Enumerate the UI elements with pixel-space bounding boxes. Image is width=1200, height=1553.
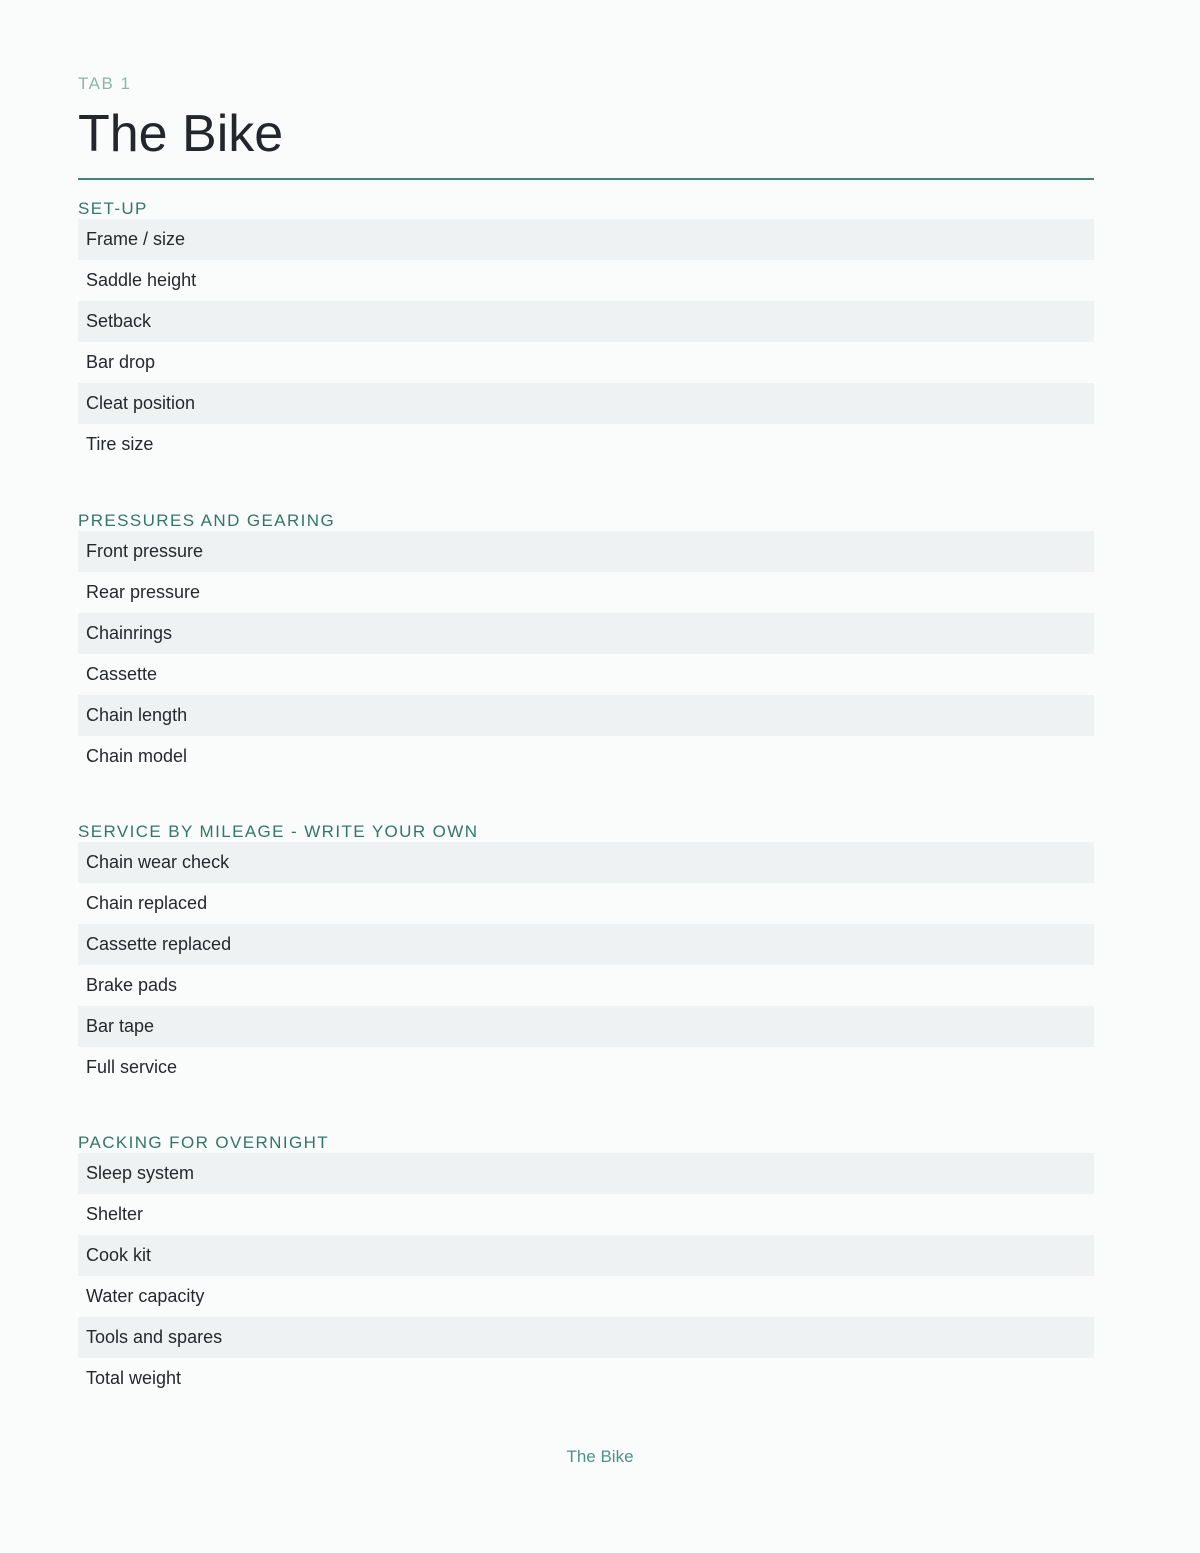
field-row[interactable]: Tire size bbox=[86, 434, 154, 454]
field-row[interactable]: Saddle height bbox=[86, 270, 197, 290]
section-heading: PRESSURES AND GEARING bbox=[78, 511, 336, 530]
section-packing-overnight bbox=[78, 1133, 1094, 1399]
section-heading: PACKING FOR OVERNIGHT bbox=[78, 1133, 330, 1152]
field-row[interactable]: Cleat position bbox=[78, 383, 1094, 424]
field-row[interactable]: Chain length bbox=[78, 695, 1094, 736]
field-row[interactable]: Tools and spares bbox=[78, 1317, 1094, 1358]
section-service-by-mileage bbox=[78, 822, 1094, 1088]
field-row[interactable]: Bar drop bbox=[86, 352, 156, 372]
field-row[interactable]: Chain model bbox=[86, 746, 188, 766]
field-row[interactable]: Cassette bbox=[86, 664, 158, 684]
section-setup bbox=[78, 199, 1094, 465]
field-row[interactable]: Setback bbox=[78, 301, 1094, 342]
field-row[interactable]: Shelter bbox=[86, 1204, 144, 1224]
field-row[interactable]: Chain replaced bbox=[86, 893, 208, 913]
field-row[interactable]: Chainrings bbox=[78, 613, 1094, 654]
section-heading: SERVICE BY MILEAGE - WRITE YOUR OWN bbox=[78, 822, 479, 841]
field-row[interactable]: Full service bbox=[86, 1057, 178, 1077]
tab-label: TAB 1 bbox=[78, 74, 132, 93]
field-row[interactable]: Sleep system bbox=[78, 1153, 1094, 1194]
field-row[interactable]: Chain wear check bbox=[78, 842, 1094, 883]
section-heading: SET-UP bbox=[78, 199, 148, 218]
page-footer: The Bike bbox=[566, 1447, 634, 1466]
field-row[interactable]: Cassette replaced bbox=[78, 924, 1094, 965]
field-row[interactable]: Bar tape bbox=[78, 1006, 1094, 1047]
page-title: The Bike bbox=[78, 105, 284, 163]
field-row[interactable]: Rear pressure bbox=[86, 582, 201, 602]
field-row[interactable]: Cook kit bbox=[78, 1235, 1094, 1276]
title-divider bbox=[78, 178, 1094, 180]
field-row[interactable]: Frame / size bbox=[78, 219, 1094, 260]
field-list bbox=[78, 219, 1094, 465]
field-row[interactable]: Brake pads bbox=[86, 975, 178, 995]
field-row[interactable]: Water capacity bbox=[86, 1286, 205, 1306]
field-row[interactable]: Total weight bbox=[86, 1368, 182, 1388]
field-row[interactable]: Front pressure bbox=[78, 531, 1094, 572]
field-list bbox=[78, 842, 1094, 1088]
section-pressures-gearing bbox=[78, 511, 1094, 777]
field-list bbox=[78, 1153, 1094, 1399]
field-list bbox=[78, 531, 1094, 777]
